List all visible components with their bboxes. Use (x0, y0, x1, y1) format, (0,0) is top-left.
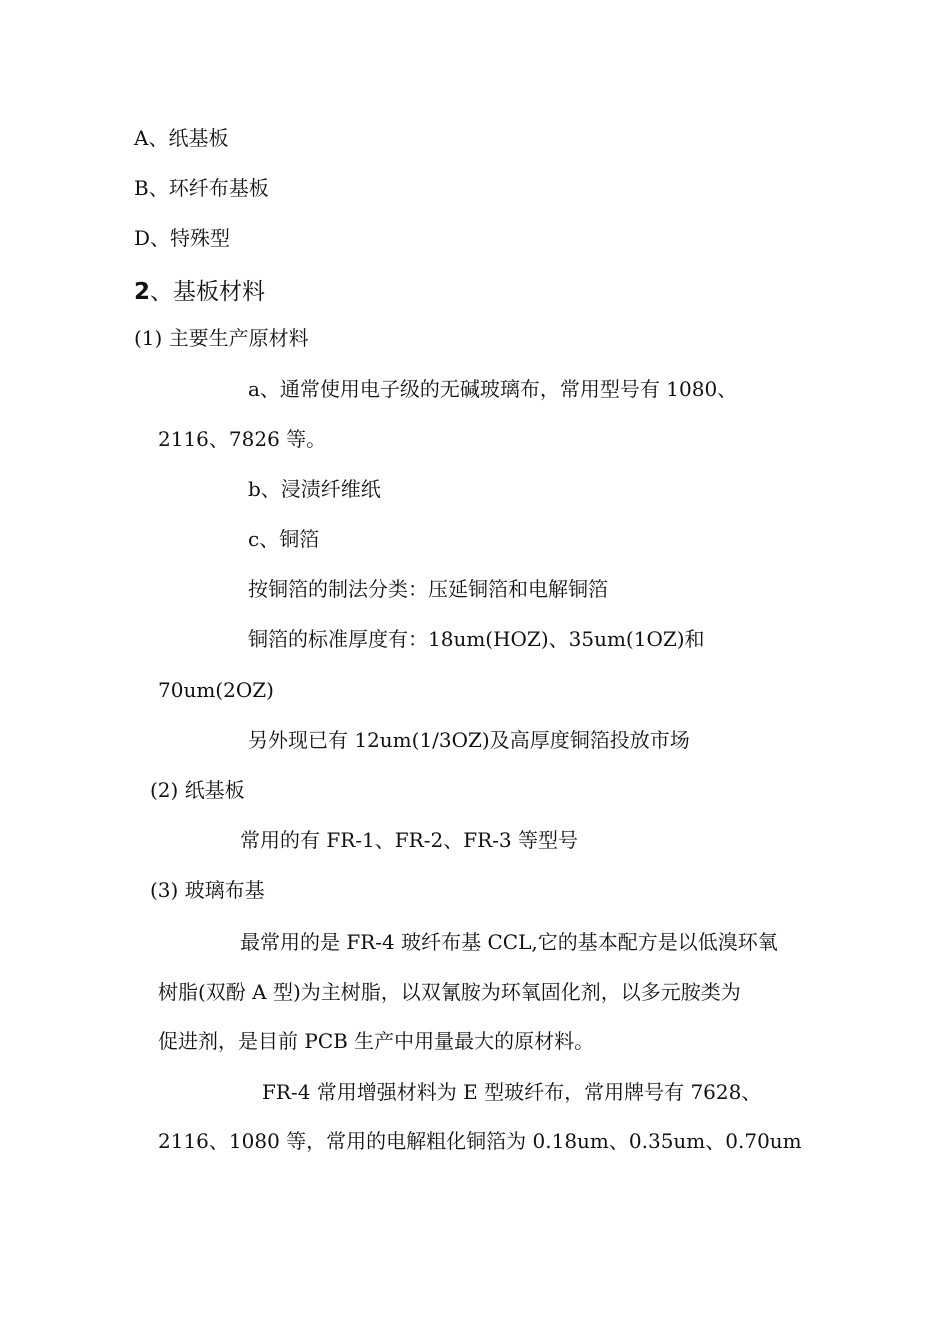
list-item-b: B、环纤布基板 (134, 176, 269, 200)
paragraph-1-line1: 最常用的是 FR-4 玻纤布基 CCL,它的基本配方是以低溴环氧 (240, 930, 778, 954)
item-c: c、铜箔 (248, 527, 320, 551)
paragraph-1-line3: 促进剂，是目前 PCB 生产中用量最大的原材料。 (158, 1029, 595, 1053)
item-a-line2: 2116、7826 等。 (158, 427, 327, 451)
paragraph-2-line1: FR-4 常用增强材料为 E 型玻纤布，常用牌号有 7628、 (262, 1080, 762, 1104)
subsection-3-title: (3) 玻璃布基 (150, 878, 265, 902)
subsection-2-text: 常用的有 FR-1、FR-2、FR-3 等型号 (240, 828, 578, 852)
section-heading (134, 277, 265, 307)
copper-method: 按铜箔的制法分类：压延铜箔和电解铜箔 (248, 577, 608, 601)
item-b: b、浸渍纤维纸 (248, 477, 381, 501)
item-a-line1: a、通常使用电子级的无碱玻璃布，常用型号有 1080、 (248, 377, 738, 401)
subsection-1-title: (1) 主要生产原材料 (134, 326, 309, 350)
section-title: 、基板材料 (150, 279, 266, 305)
list-item-d: D、特殊型 (134, 226, 231, 250)
copper-thickness-line2: 70um(2OZ) (158, 678, 274, 702)
section-number: 2 (134, 279, 151, 305)
copper-thickness-line1: 铜箔的标准厚度有：18um(HOZ)、35um(1OZ)和 (248, 627, 705, 651)
copper-extra: 另外现已有 12um(1/3OZ)及高厚度铜箔投放市场 (248, 728, 690, 752)
list-item-a: A、纸基板 (134, 126, 229, 150)
subsection-2-title: (2) 纸基板 (150, 778, 245, 802)
paragraph-1-line2: 树脂(双酚 A 型)为主树脂，以双氰胺为环氧固化剂，以多元胺类为 (158, 980, 741, 1004)
paragraph-2-line2: 2116、1080 等，常用的电解粗化铜箔为 0.18um、0.35um、0.70um (158, 1129, 802, 1153)
